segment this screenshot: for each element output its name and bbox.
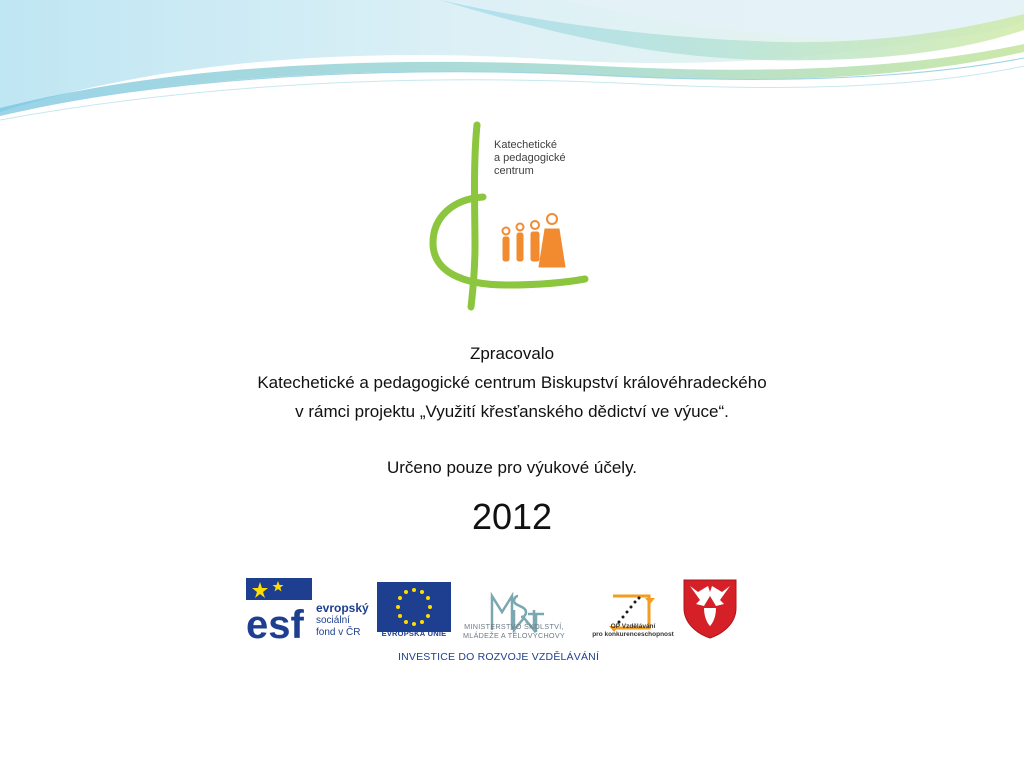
msmt-caption-2: MLÁDEŽE A TĚLOVÝCHOVY xyxy=(462,631,566,640)
eu-flag-icon xyxy=(377,578,451,636)
eu-caption: EVROPSKÁ UNIE xyxy=(381,629,447,638)
esf-caption-2: sociální xyxy=(316,615,350,626)
year: 2012 xyxy=(471,496,553,537)
project-description: v rámci projektu „Využití křesťanského dědictví ve výuce“. xyxy=(295,402,729,421)
esf-caption-1: evropský xyxy=(316,601,369,615)
logo-text-line2: a pedagogické xyxy=(494,152,566,164)
funding-logos xyxy=(246,576,740,668)
msmt-caption-1: MINISTERSTVO ŠKOLSTVÍ, xyxy=(464,622,564,631)
op-caption-1: OP Vzdělávání xyxy=(610,623,656,630)
esf-caption-3: fond v ČR xyxy=(316,627,361,638)
usage-note: Určeno pouze pro výukové účely. xyxy=(386,458,638,477)
kpc-logo xyxy=(357,95,665,330)
coat-of-arms-icon xyxy=(682,578,738,640)
svg-text:esf: esf xyxy=(246,603,304,642)
logo-text-line1: Katechetické xyxy=(494,139,557,151)
prepared-by-label: Zpracovalo xyxy=(469,344,555,363)
op-caption-2: pro konkurenceschopnost xyxy=(592,631,674,638)
invest-caption: INVESTICE DO ROZVOJE VZDĚLÁVÁNÍ xyxy=(398,651,600,663)
organization-name: Katechetické a pedagogické centrum Biskupství královéhradeckého xyxy=(257,373,767,392)
logo-orange-figures xyxy=(503,214,566,267)
logo-text-line3: centrum xyxy=(494,165,534,177)
